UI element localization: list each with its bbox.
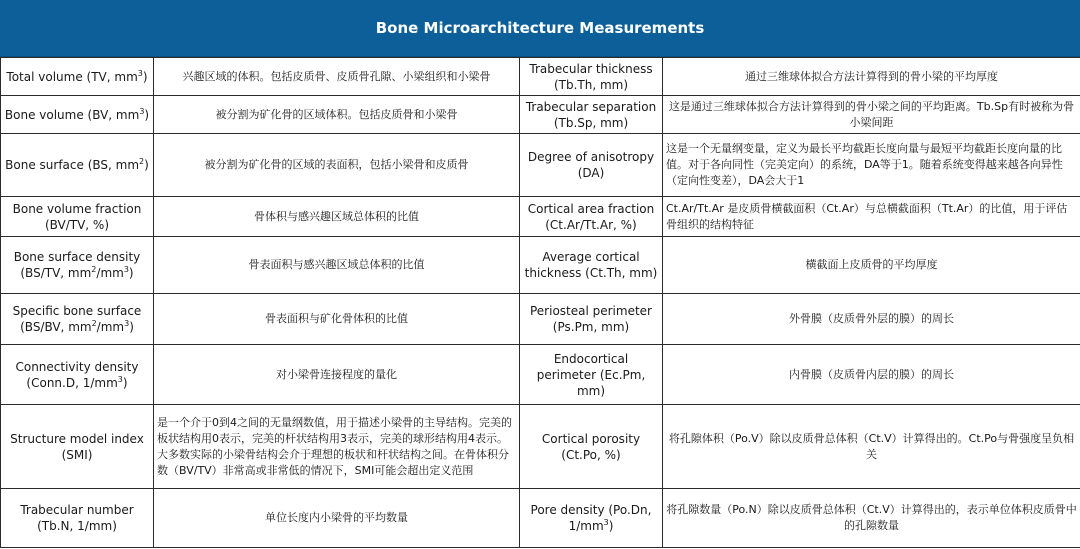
description-cell: Ct.Ar/Tt.Ar 是皮质骨横截面积（Ct.Ar）与总横截面积（Tt.Ar）的比值，用于评估骨组织的结构特征	[663, 197, 1080, 237]
table-row	[1, 96, 1080, 134]
description-cell: 骨表面积与感兴趣区域总体积的比值	[154, 237, 520, 294]
term-cell: Bone surface density (BS/TV, $mm^2/mm^3$)	[1, 237, 154, 294]
description-cell: 这是通过三维球体拟合方法计算得到的骨小梁之间的平均距离。Tb.Sp有时被称为骨小梁间距	[663, 96, 1080, 134]
measurements-table	[0, 57, 1080, 548]
term-cell: Connectivity density (Conn.D, $1/mm^3$)	[1, 345, 154, 405]
term-cell: Bone volume (BV, $mm^3$)	[1, 96, 154, 134]
description-cell: 外骨膜（皮质骨外层的膜）的周长	[663, 294, 1080, 345]
description-cell: 对小梁骨连接程度的量化	[154, 345, 520, 405]
description-cell: 被分割为矿化骨的区域体积。包括皮质骨和小梁骨	[154, 96, 520, 134]
term-cell: Cortical porosity (Ct.Po, %)	[520, 405, 663, 489]
description-cell: 单位长度内小梁骨的平均数量	[154, 489, 520, 548]
table-row	[1, 197, 1080, 237]
term-cell: Trabecular number (Tb.N, 1/mm)	[1, 489, 154, 548]
description-cell: 被分割为矿化骨的区域的表面积，包括小梁骨和皮质骨	[154, 134, 520, 197]
term-cell: Total volume (TV, $mm^3$)	[1, 58, 154, 96]
table-row	[1, 134, 1080, 197]
term-cell: Trabecular thickness (Tb.Th, mm)	[520, 58, 663, 96]
term-cell: Structure model index (SMI)	[1, 405, 154, 489]
description-cell: 这是一个无量纲变量，定义为最长平均截距长度向量与最短平均截距长度向量的比值。对于各向同性（完美定向）的系统，DA等于1。随着系统变得越来越各向异性（定向性变差），DA会大于1	[663, 134, 1080, 197]
table-row	[1, 345, 1080, 405]
table-row	[1, 237, 1080, 294]
description-cell: 通过三维球体拟合方法计算得到的骨小梁的平均厚度	[663, 58, 1080, 96]
term-cell: Trabecular separation (Tb.Sp, mm)	[520, 96, 663, 134]
description-cell: 将孔隙数量（Po.N）除以皮质骨总体积（Ct.V）计算得出的，表示单位体积皮质骨中的孔隙数量	[663, 489, 1080, 548]
term-cell: Cortical area fraction (Ct.Ar/Tt.Ar, %)	[520, 197, 663, 237]
term-cell: Average cortical thickness (Ct.Th, mm)	[520, 237, 663, 294]
description-cell: 是一个介于0到4之间的无量纲数值，用于描述小梁骨的主导结构。完美的板状结构用0表示，完美的杆状结构用3表示，完美的球形结构用4表示。大多数实际的小梁骨结构会介于理想的板状和杆状结构之间。在骨体积分数（BV/TV）非常高或非常低的情况下，SMI可能会超出定义范围	[154, 405, 520, 489]
table-row	[1, 405, 1080, 489]
term-cell: Specific bone surface (BS/BV, $mm^2/mm^3$)	[1, 294, 154, 345]
table-title: Bone Microarchitecture Measurements	[375, 19, 705, 37]
description-cell: 骨体积与感兴趣区域总体积的比值	[154, 197, 520, 237]
table-row	[1, 294, 1080, 345]
term-cell: Bone volume fraction (BV/TV, %)	[1, 197, 154, 237]
term-cell: Endocortical perimeter (Ec.Pm, mm)	[520, 345, 663, 405]
description-cell: 将孔隙体积（Po.V）除以皮质骨总体积（Ct.V）计算得出的。Ct.Po与骨强度呈负相关	[663, 405, 1080, 489]
description-cell: 兴趣区域的体积。包括皮质骨、皮质骨孔隙、小梁组织和小梁骨	[154, 58, 520, 96]
table-row	[1, 58, 1080, 96]
description-cell: 骨表面积与矿化骨体积的比值	[154, 294, 520, 345]
table-row	[1, 489, 1080, 548]
term-cell: Periosteal perimeter (Ps.Pm, mm)	[520, 294, 663, 345]
description-cell: 内骨膜（皮质骨内层的膜）的周长	[663, 345, 1080, 405]
table-title-bar	[0, 0, 1080, 57]
term-cell: Pore density (Po.Dn, $1/mm^3$)	[520, 489, 663, 548]
term-cell: Degree of anisotropy (DA)	[520, 134, 663, 197]
description-cell: 横截面上皮质骨的平均厚度	[663, 237, 1080, 294]
term-cell: Bone surface (BS, $mm^2$)	[1, 134, 154, 197]
